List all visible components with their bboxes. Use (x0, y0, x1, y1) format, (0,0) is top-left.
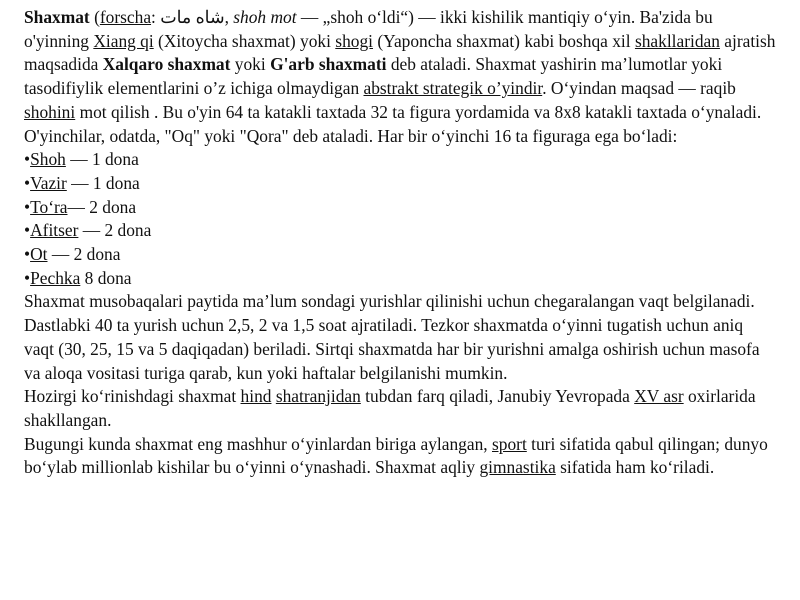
piece-count: — 1 dona (65, 149, 139, 170)
text-run: yoki (230, 54, 271, 75)
text-run: , (224, 7, 234, 27)
list-item (24, 243, 776, 267)
piece-count: — 2 dona (67, 196, 137, 217)
text-run: (Yaponcha shaxmat) kabi boshqa xil (372, 30, 635, 51)
intro-paragraph (24, 6, 776, 125)
bold-xalqaro-shaxmat: Xalqaro shaxmat (102, 54, 231, 75)
article-body (24, 6, 776, 480)
bullet-icon: • (24, 172, 31, 193)
link-piece-pechka[interactable]: Pechka (30, 267, 81, 288)
link-xiang-qi[interactable]: Xiang qi (93, 30, 154, 51)
link-sport[interactable]: sport (492, 433, 527, 454)
list-item (24, 219, 776, 243)
list-item (24, 172, 776, 196)
history-paragraph (24, 385, 776, 432)
link-piece-shoh[interactable]: Shoh (30, 149, 66, 170)
link-shatranjidan[interactable]: shatranjidan (275, 386, 361, 407)
persian-term: شاه مات (160, 7, 225, 27)
link-forscha[interactable]: forscha (99, 7, 152, 27)
piece-count: 8 dona (80, 267, 132, 288)
text-run: deb ataladi. Shaxmat yashirin ma’lumotlar yoki tasodifiylik elementlarini o’z ichiga olmaydigan (24, 54, 723, 99)
piece-count: — 1 dona (66, 172, 140, 193)
link-shakllaridan[interactable]: shakllaridan (634, 30, 720, 51)
list-item (24, 148, 776, 172)
link-gimnastika[interactable]: gimnastika (479, 457, 556, 478)
bullet-icon: • (24, 149, 31, 170)
piece-count: — 2 dona (78, 220, 152, 241)
text-run: . O‘yindan maqsad — raqib (542, 78, 736, 99)
text-run: (Xitoycha shaxmat) yoki (153, 30, 336, 51)
link-xv-asr[interactable]: XV asr (634, 386, 684, 407)
text-run: Bugungi kunda shaxmat eng mashhur o‘yinlardan biriga aylangan, (24, 433, 492, 454)
text-run: tubdan farq qiladi, Janubiy Yevropada (360, 386, 635, 407)
bullet-icon: • (24, 267, 31, 288)
text-run: : (151, 7, 161, 27)
popularity-paragraph (24, 433, 776, 480)
text-run: Hozirgi ko‘rinishdagi shaxmat (24, 386, 241, 407)
link-piece-tora[interactable]: To‘ra (30, 196, 68, 217)
transliteration: shoh mot (233, 7, 297, 27)
list-item (24, 196, 776, 220)
players-paragraph: O'yinchilar, odatda, "Oq" yoki "Qora" deb ataladi. Har bir o‘yinchi 16 ta figuraga ega bo‘ladi: (24, 125, 678, 146)
link-shohini[interactable]: shohini (24, 101, 76, 122)
text-run: ajratish maqsadida (24, 30, 776, 75)
link-abstrakt-strategik[interactable]: abstrakt strategik o’yindir (363, 78, 543, 99)
link-piece-vazir[interactable]: Vazir (30, 172, 67, 193)
article-title: Shaxmat (24, 7, 90, 27)
link-shogi[interactable]: shogi (335, 30, 373, 51)
text-run: mot qilish . Bu o'yin 64 ta katakli taxtada 32 ta figura yordamida va 8x8 katakli taxtada o‘ynaladi. (75, 101, 762, 122)
bullet-icon: • (24, 244, 31, 265)
link-piece-ot[interactable]: Ot (30, 244, 48, 265)
link-hind[interactable]: hind (240, 386, 272, 407)
text-run: oxirlarida shakllangan. (24, 386, 756, 430)
list-item (24, 267, 776, 291)
tournament-paragraph: Shaxmat musobaqalari paytida ma’lum sondagi yurishlar qilinishi uchun chegaralangan vaqt belgilanadi. Dastlabki 40 ta yurish uchun 2,5, 2 va 1,5 soat ajratiladi. Tezkor shaxmatda o‘yinni tugatish uchun aniq vaqt (30, 25, 15 va 5 daqiqadan) beriladi. Sirtqi shaxmatda har bir yurishni amalga oshirish uchun masofa va aloqa vositasi turiga qarab, kun yoki haftalar belgilanishi mumkin. (24, 291, 760, 383)
text-run: turi sifatida qabul qilingan; dunyo bo‘ylab millionlab kishilar bu o‘yinni o‘ynashadi. Shaxmat aqliy (24, 433, 768, 478)
piece-count: — 2 dona (47, 244, 121, 265)
link-piece-afitser[interactable]: Afitser (30, 220, 79, 241)
text-run: sifatida ham ko‘riladi. (555, 457, 715, 478)
text-run: — „shoh o‘ldi“) — ikki kishilik mantiqiy o‘yin. Ba'zida bu o'yinning (24, 7, 713, 51)
bullet-icon: • (24, 196, 31, 217)
bold-garb-shaxmati: G'arb shaxmati (270, 54, 387, 75)
pieces-list (24, 148, 776, 290)
text-run: ( (89, 7, 100, 27)
bullet-icon: • (24, 220, 31, 241)
